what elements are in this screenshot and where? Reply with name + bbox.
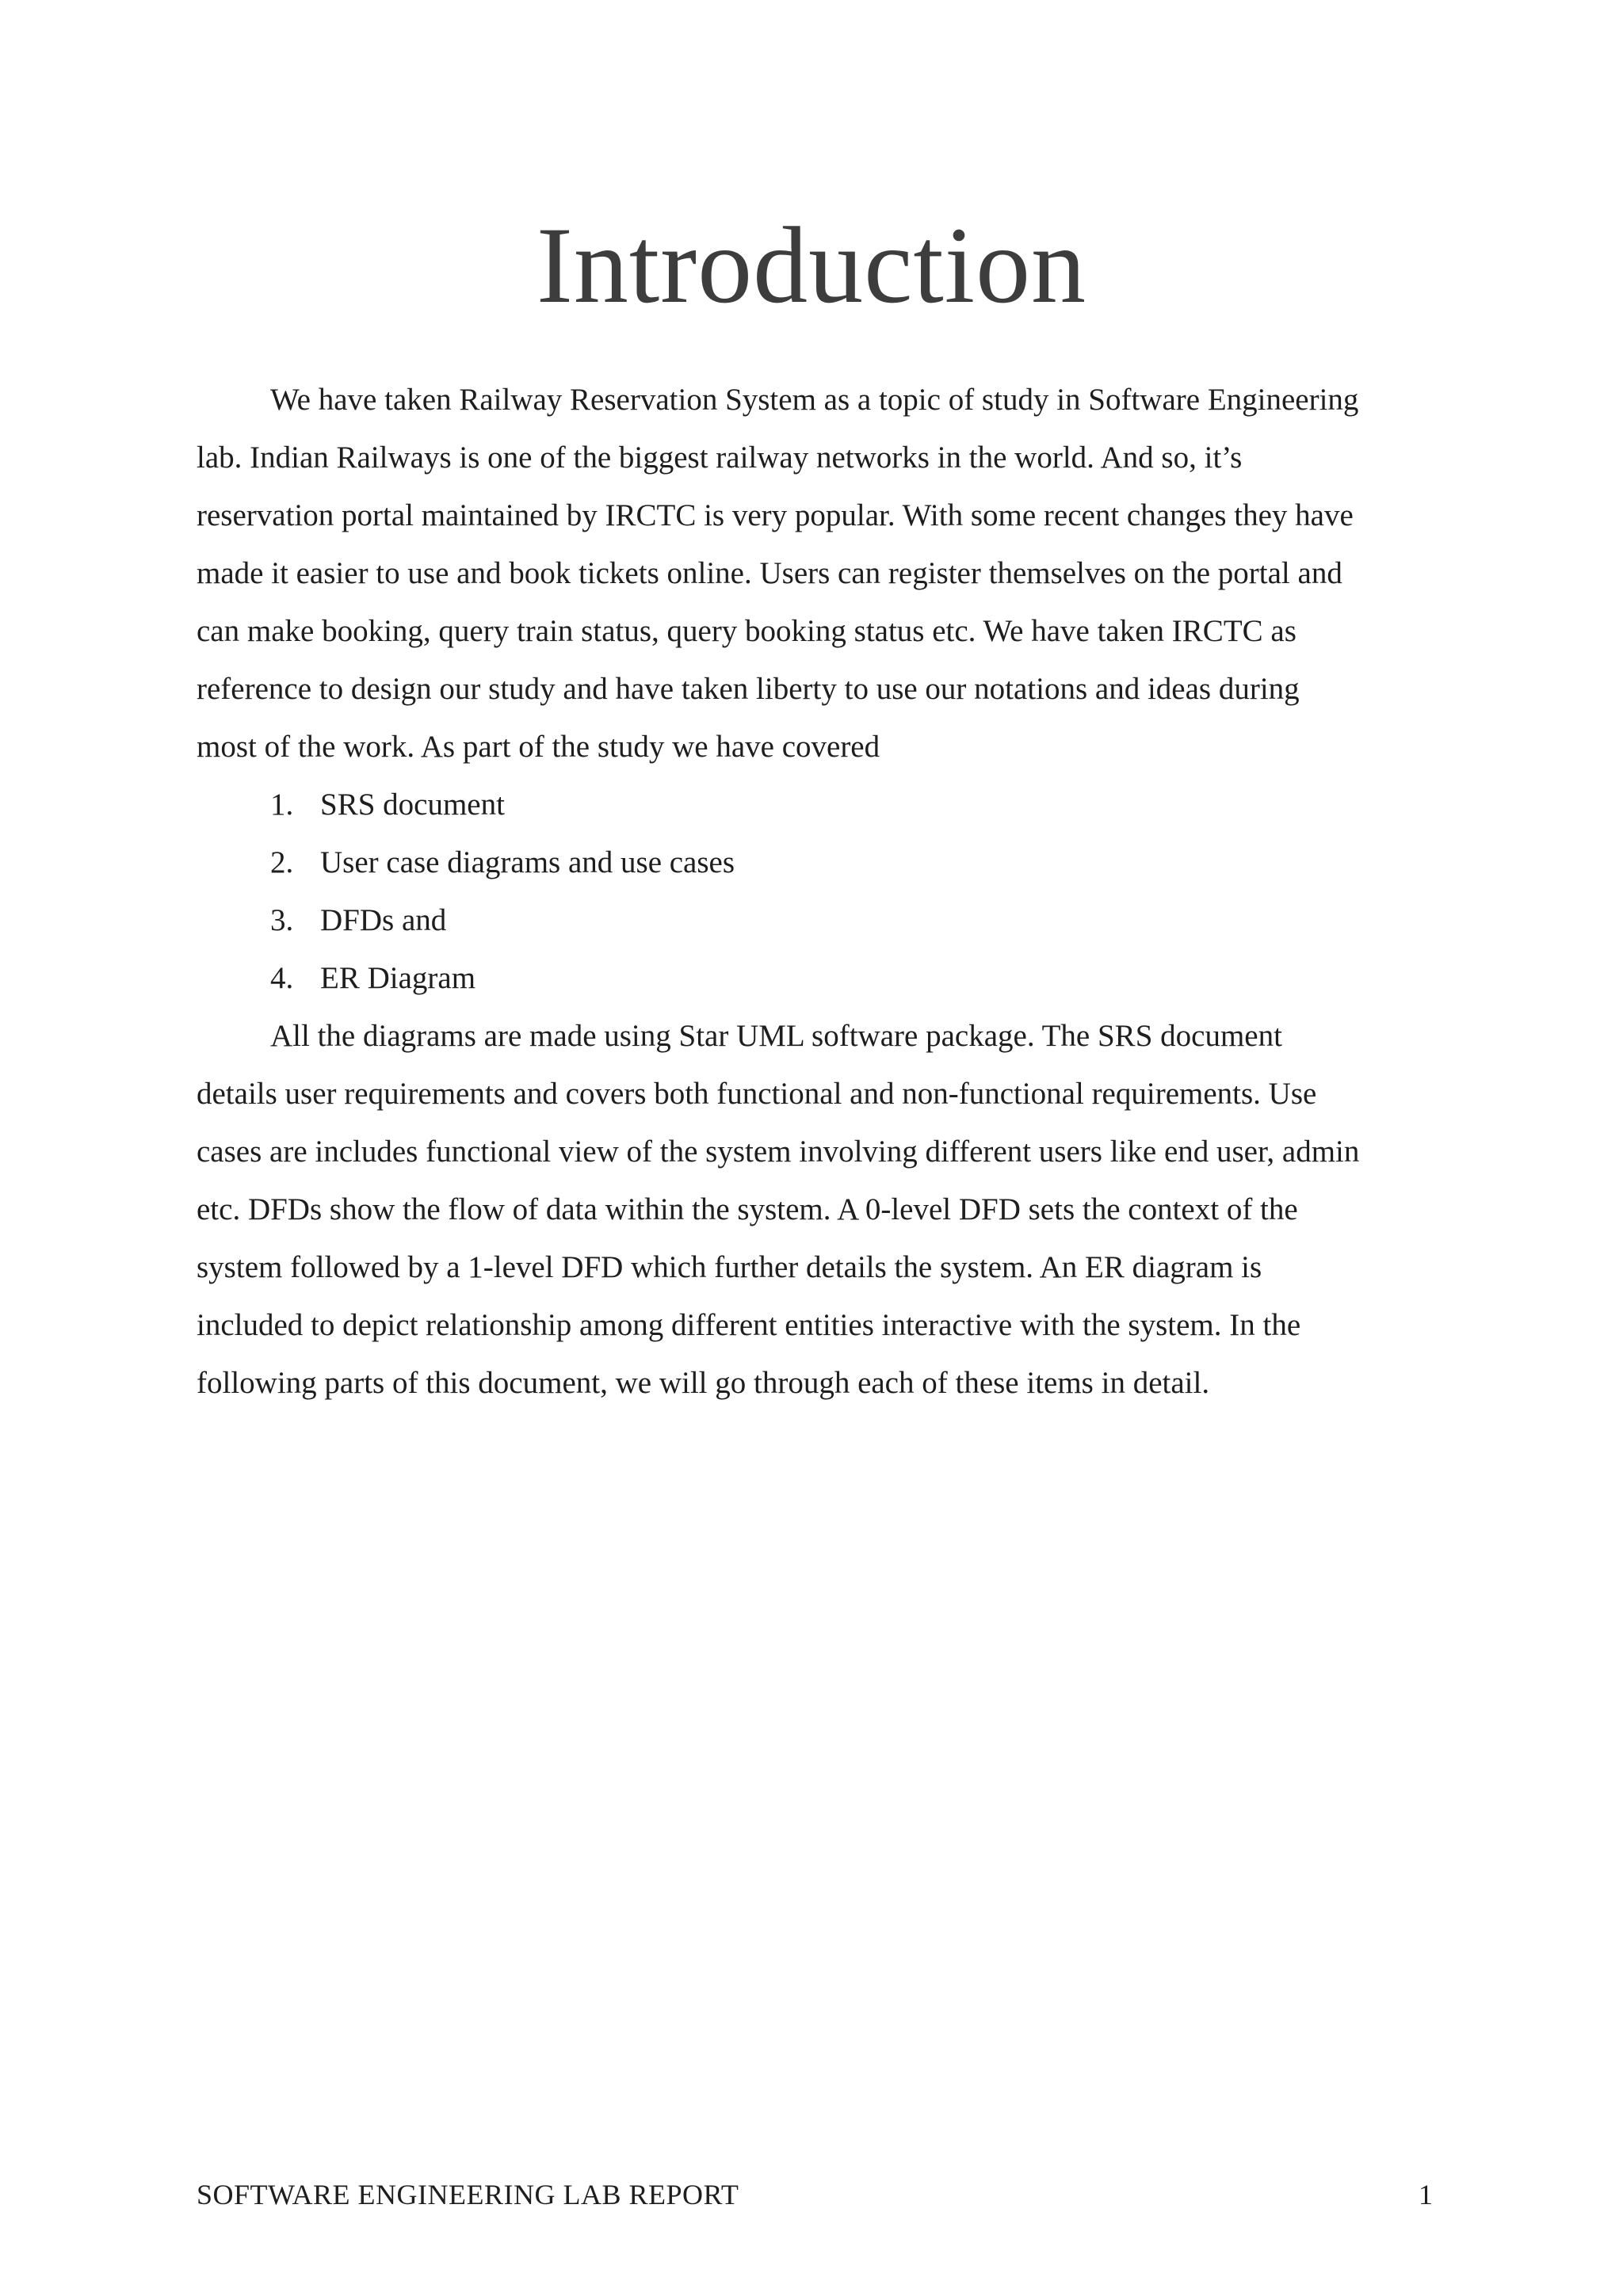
body-text — [197, 371, 1449, 1412]
paragraph-line: details user requirements and covers both functional and non-functional requirements. Use — [197, 1077, 1317, 1111]
list-item-number: 1. — [270, 788, 294, 822]
paragraph-line: can make booking, query train status, query booking status etc. We have taken IRCTC as — [197, 614, 1296, 648]
list-item — [197, 776, 1449, 833]
list-item-text: SRS document — [320, 788, 505, 822]
paragraph-line: most of the work. As part of the study we have covered — [197, 730, 880, 764]
list-item — [197, 891, 1449, 949]
list-item-text: ER Diagram — [320, 961, 476, 995]
paragraph-line: following parts of this document, we will go through each of these items in detail. — [197, 1366, 1210, 1400]
list-item — [197, 833, 1449, 891]
paragraph-line: made it easier to use and book tickets online. Users can register themselves on the portal and — [197, 556, 1342, 590]
paragraph-line: lab. Indian Railways is one of the biggest railway networks in the world. And so, it’s — [197, 441, 1243, 475]
list-item — [197, 949, 1449, 1007]
paragraph-line: reservation portal maintained by IRCTC is very popular. With some recent changes they have — [197, 498, 1354, 532]
covered-items-list — [197, 776, 1449, 1007]
intro-paragraph-2 — [197, 1007, 1449, 1412]
list-item-text: User case diagrams and use cases — [320, 845, 735, 879]
paragraph-line: etc. DFDs show the flow of data within the system. A 0-level DFD sets the context of the — [197, 1192, 1298, 1226]
intro-paragraph-1 — [197, 371, 1449, 776]
list-item-number: 2. — [270, 845, 294, 879]
paragraph-line: included to depict relationship among different entities interactive with the system. In the — [197, 1308, 1301, 1342]
list-item-number: 4. — [270, 961, 294, 995]
paragraph-line: reference to design our study and have taken liberty to use our notations and ideas during — [197, 672, 1300, 706]
list-item-text: DFDs and — [320, 903, 447, 937]
paragraph-line: system followed by a 1-level DFD which further details the system. An ER diagram is — [197, 1250, 1262, 1284]
list-item-number: 3. — [270, 903, 294, 937]
paragraph-line: All the diagrams are made using Star UML software package. The SRS document — [270, 1019, 1282, 1053]
footer-page-number: 1 — [1419, 2179, 1433, 2210]
paragraph-line: cases are includes functional view of the system involving different users like end user, admin — [197, 1135, 1360, 1169]
footer-report-title: SOFTWARE ENGINEERING LAB REPORT — [197, 2179, 739, 2210]
page-title: Introduction — [536, 204, 1087, 326]
paragraph-line: We have taken Railway Reservation System as a topic of study in Software Engineering — [270, 383, 1359, 417]
